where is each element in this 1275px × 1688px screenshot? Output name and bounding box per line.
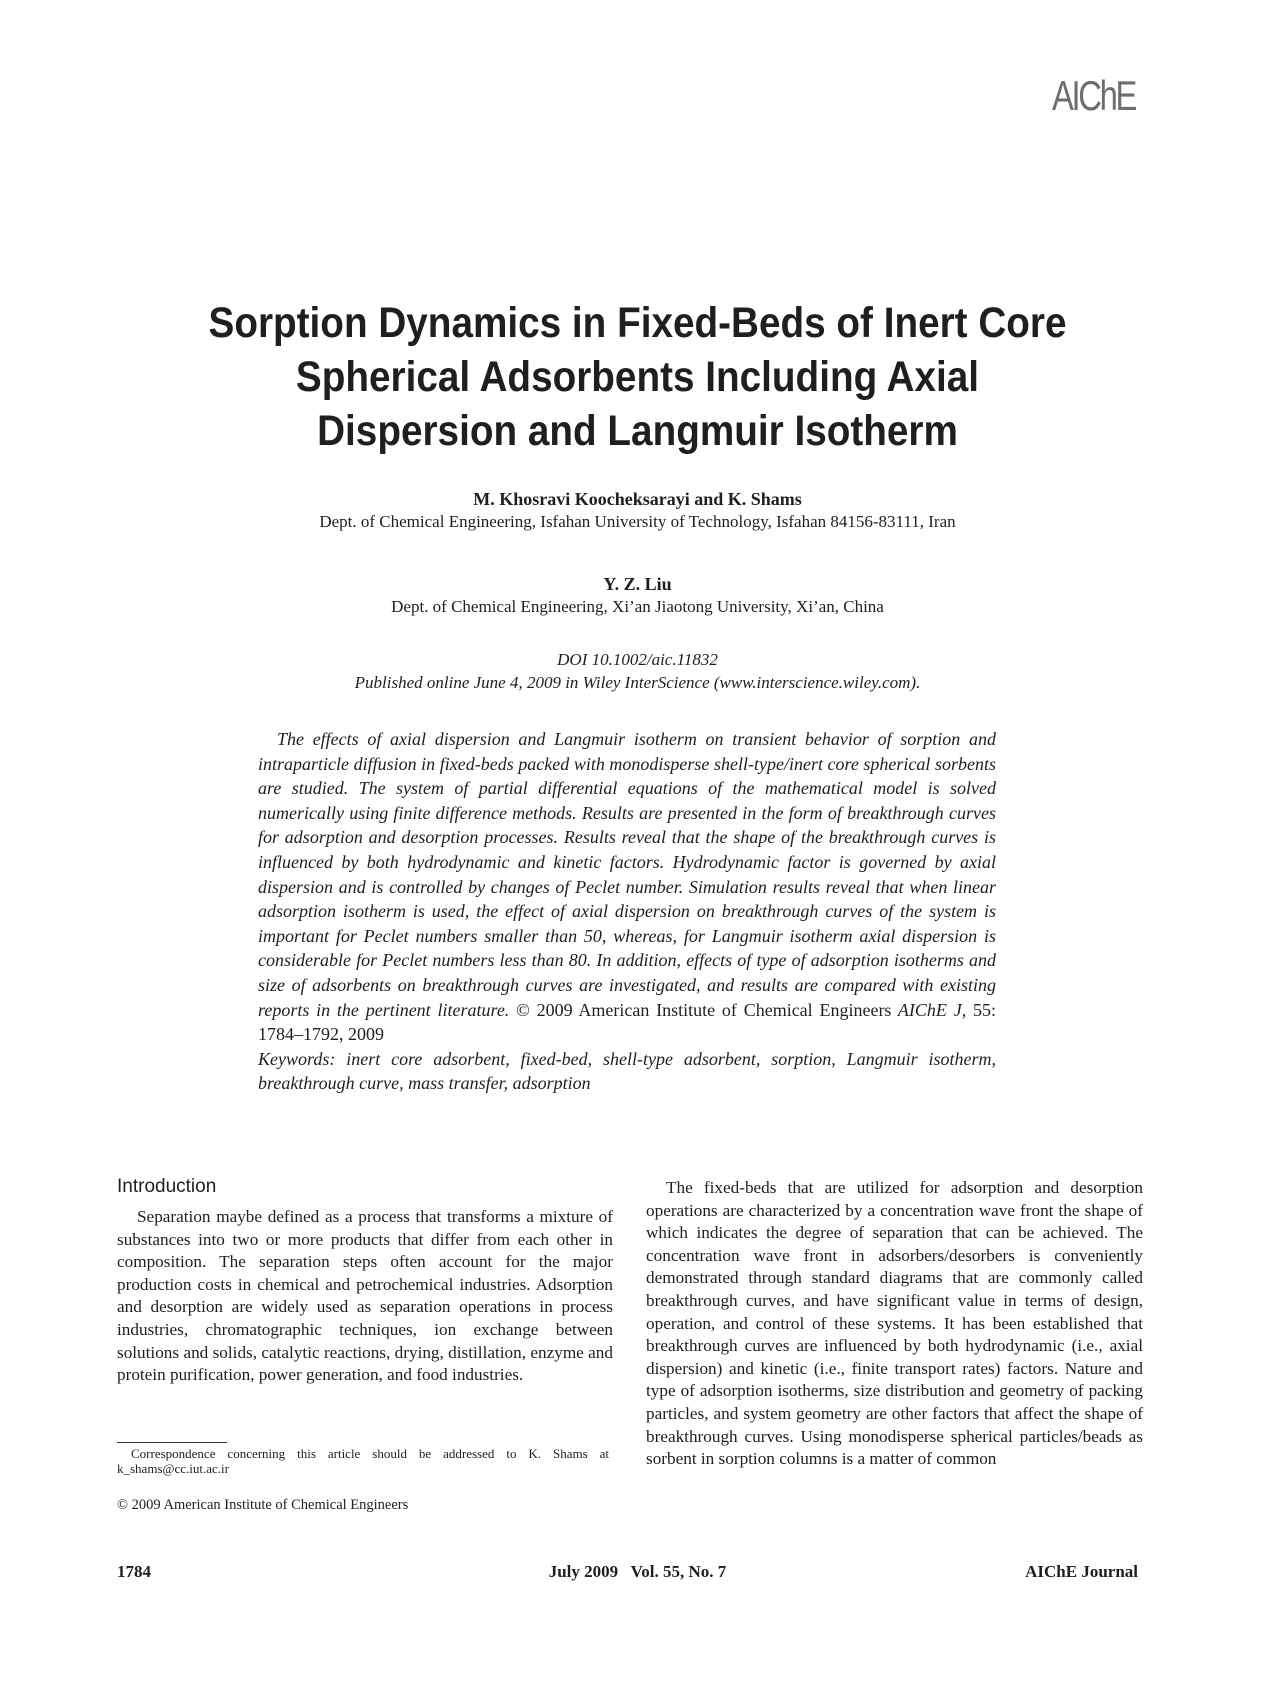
abstract <box>258 727 996 1096</box>
title-line-2: Spherical Adsorbents Including Axial <box>295 353 980 401</box>
article-title <box>100 296 1175 458</box>
intro-paragraph-2: The fixed-beds that are utilized for adsorption and desorption operations are characterized by a concentration wave front the shape of which indicates the degree of separation that can be achieved. The concentration wave front in adsorbers/desorbers is conveniently demonstrated through standard diagrams that are commonly called breakthrough curves, and have significant value in terms of design, operation, and control of these systems. It has been established that breakthrough curves are influenced by both hydrodynamic (i.e., axial dispersion) and kinetic (i.e., finite transport rates) factors. Nature and type of adsorption isotherms, size distribution and geometry of packing particles, and system geometry are other factors that affect the shape of breakthrough curves. Using monodisperse spherical particles/beads as sorbent in sorption columns is a matter of common <box>646 1178 1143 1469</box>
author-group-2 <box>0 573 1275 618</box>
footnote-rule <box>117 1442 227 1443</box>
affiliation-1: Dept. of Chemical Engineering, Isfahan University of Technology, Isfahan 84156-83111, Iran <box>319 512 956 531</box>
title-line-3: Dispersion and Langmuir Isotherm <box>317 407 958 455</box>
issue-info: July 2009 Vol. 55, No. 7 <box>548 1562 727 1581</box>
published-online: Published online June 4, 2009 in Wiley InterScience (www.interscience.wiley.com). <box>354 673 921 692</box>
title-line-1: Sorption Dynamics in Fixed-Beds of Inert Core <box>208 299 1067 347</box>
author-group-1 <box>0 488 1275 533</box>
citation: 55: 1784–1792, 2009 <box>258 999 997 1045</box>
correspondence-text: Correspondence concerning this article should be addressed to K. Shams at k_shams@cc.iut.ac.ir <box>117 1446 609 1476</box>
abstract-body <box>258 727 996 1047</box>
footnote-copyright: © 2009 American Institute of Chemical Engineers <box>117 1497 409 1513</box>
author-names-1: M. Khosravi Koocheksarayi and K. Shams <box>473 489 802 509</box>
doi: DOI 10.1002/aic.11832 <box>557 650 718 669</box>
page-number: 1784 <box>117 1562 151 1581</box>
intro-right-column <box>646 1177 1143 1471</box>
intro-left-column <box>117 1206 613 1387</box>
intro-paragraph-1: Separation maybe defined as a process that transforms a mixture of substances into two or more products that differ from each other in composition. The separation steps often account for the major production costs in chemical and petrochemical industries. Adsorption and desorption are widely used as separation operations in process industries, chromatographic techniques, ion exchange between solutions and solids, catalytic reactions, drying, distillation, enzyme and protein purification, power generation, and food industries. <box>117 1207 613 1385</box>
correspondence-footnote <box>117 1446 609 1476</box>
author-names-2: Y. Z. Liu <box>603 574 672 594</box>
journal-name: AIChE Journal <box>1025 1562 1138 1581</box>
publication-info <box>0 648 1275 694</box>
abstract-text: The effects of axial dispersion and Langmuir isotherm on transient behavior of sorption and intraparticle diffusion in fixed-beds packed with monodisperse shell-type/inert core spherical sorbents are studied. The system of partial differential equations of the mathematical model is solved numerically using finite difference methods. Results are presented in the form of breakthrough curves for adsorption and desorption processes. Results reveal that the shape of the breakthrough curves is influenced by both hydrodynamic and kinetic factors. Hydrodynamic factor is governed by axial dispersion and is controlled by changes of Peclet number. Simulation results reveal that when linear adsorption isotherm is used, the effect of axial dispersion on breakthrough curves of the system is important for Peclet numbers smaller than 50, whereas, for Langmuir isotherm axial dispersion is considerable for Peclet numbers less than 80. In addition, effects of type of adsorption isotherms and size of adsorbents on breakthrough curves are investigated, and results are compared with existing reports in the pertinent literature. <box>258 729 996 1020</box>
affiliation-2: Dept. of Chemical Engineering, Xi’an Jiaotong University, Xi’an, China <box>391 597 884 616</box>
abstract-copyright: © 2009 American Institute of Chemical Engineers <box>516 999 892 1020</box>
journal-abbrev: AIChE J, <box>897 999 967 1020</box>
keywords: Keywords: inert core adsorbent, fixed-bed, shell-type adsorbent, sorption, Langmuir isotherm, breakthrough curve, mass transfer, adsorption <box>258 1048 996 1094</box>
section-heading-introduction: Introduction <box>117 1176 217 1197</box>
aiche-logo: AIChE <box>1052 72 1135 119</box>
